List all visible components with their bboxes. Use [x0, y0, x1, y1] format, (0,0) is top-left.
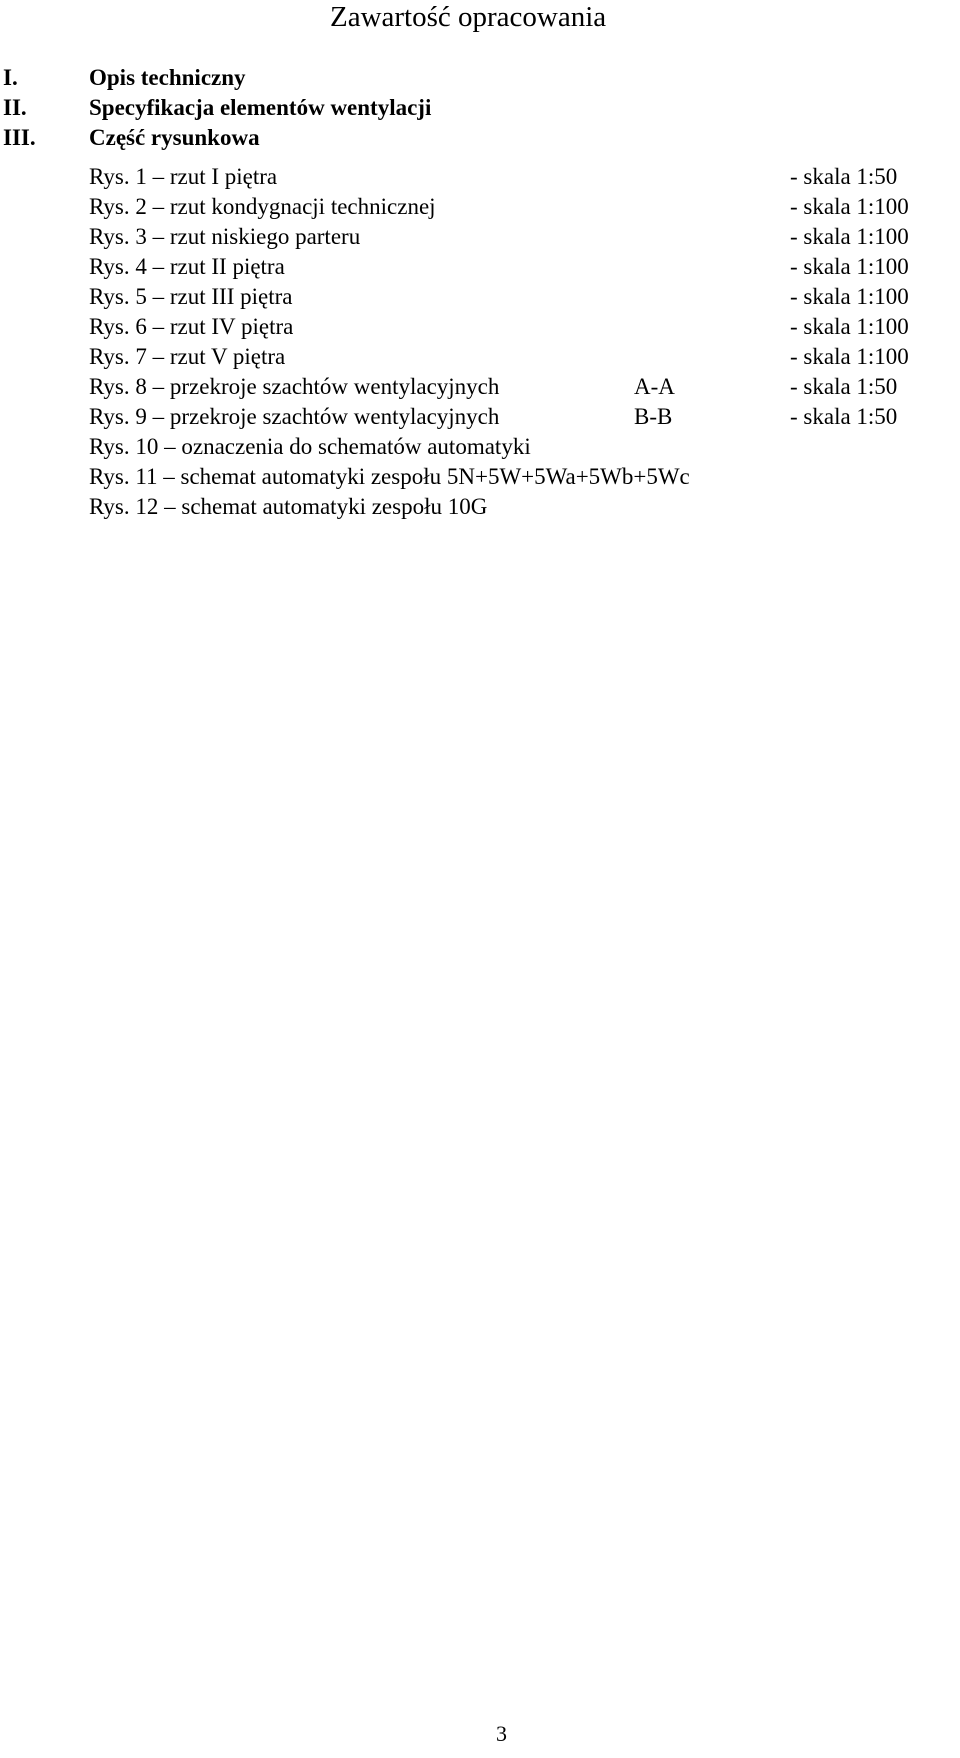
section-label: Specyfikacja elementów wentylacji [89, 95, 432, 120]
drawing-title: Rys. 6 – rzut IV piętra [89, 314, 294, 339]
drawing-title: Rys. 1 – rzut I piętra [89, 164, 278, 189]
drawing-title: Rys. 3 – rzut niskiego parteru [89, 224, 361, 249]
drawing-item [0, 192, 960, 222]
drawing-item [0, 372, 960, 402]
drawing-item [0, 252, 960, 282]
section-number: I. [3, 65, 18, 90]
drawing-scale: - skala 1:50 [790, 164, 898, 189]
section-number: III. [3, 125, 36, 150]
drawing-item [0, 222, 960, 252]
drawing-scale: - skala 1:100 [790, 344, 909, 369]
drawing-title: Rys. 11 – schemat automatyki zespołu 5N+5W+5Wa+5Wb+5Wc [89, 464, 690, 489]
drawing-title: Rys. 12 – schemat automatyki zespołu 10G [89, 494, 488, 519]
page-title: Zawartość opracowania [330, 1, 607, 33]
drawing-title: Rys. 7 – rzut V piętra [89, 344, 286, 369]
drawing-item [0, 462, 960, 492]
drawing-item [0, 282, 960, 312]
page-number: 3 [496, 1721, 507, 1746]
drawing-item [0, 162, 960, 192]
drawing-list [0, 162, 960, 522]
section-label: Część rysunkowa [89, 125, 260, 150]
drawing-title: Rys. 8 – przekroje szachtów wentylacyjnych [89, 374, 500, 399]
drawing-scale: - skala 1:100 [790, 314, 909, 339]
section-number: II. [3, 95, 27, 120]
drawing-item [0, 312, 960, 342]
drawing-item [0, 492, 960, 522]
drawing-scale: - skala 1:50 [790, 374, 898, 399]
drawing-title: Rys. 4 – rzut II piętra [89, 254, 285, 279]
drawing-title: Rys. 9 – przekroje szachtów wentylacyjnych [89, 404, 500, 429]
drawing-title: Rys. 10 – oznaczenia do schematów automatyki [89, 434, 531, 459]
drawing-scale: - skala 1:100 [790, 194, 909, 219]
drawing-title: Rys. 5 – rzut III piętra [89, 284, 293, 309]
drawing-section: A-A [634, 374, 675, 399]
drawing-scale: - skala 1:100 [790, 254, 909, 279]
drawing-item [0, 402, 960, 432]
drawing-scale: - skala 1:100 [790, 284, 909, 309]
drawing-section: B-B [634, 404, 673, 429]
section-label: Opis techniczny [89, 65, 246, 90]
drawing-scale: - skala 1:50 [790, 404, 898, 429]
drawing-title: Rys. 2 – rzut kondygnacji technicznej [89, 194, 436, 219]
drawing-item [0, 432, 960, 462]
drawing-scale: - skala 1:100 [790, 224, 909, 249]
drawing-item [0, 342, 960, 372]
